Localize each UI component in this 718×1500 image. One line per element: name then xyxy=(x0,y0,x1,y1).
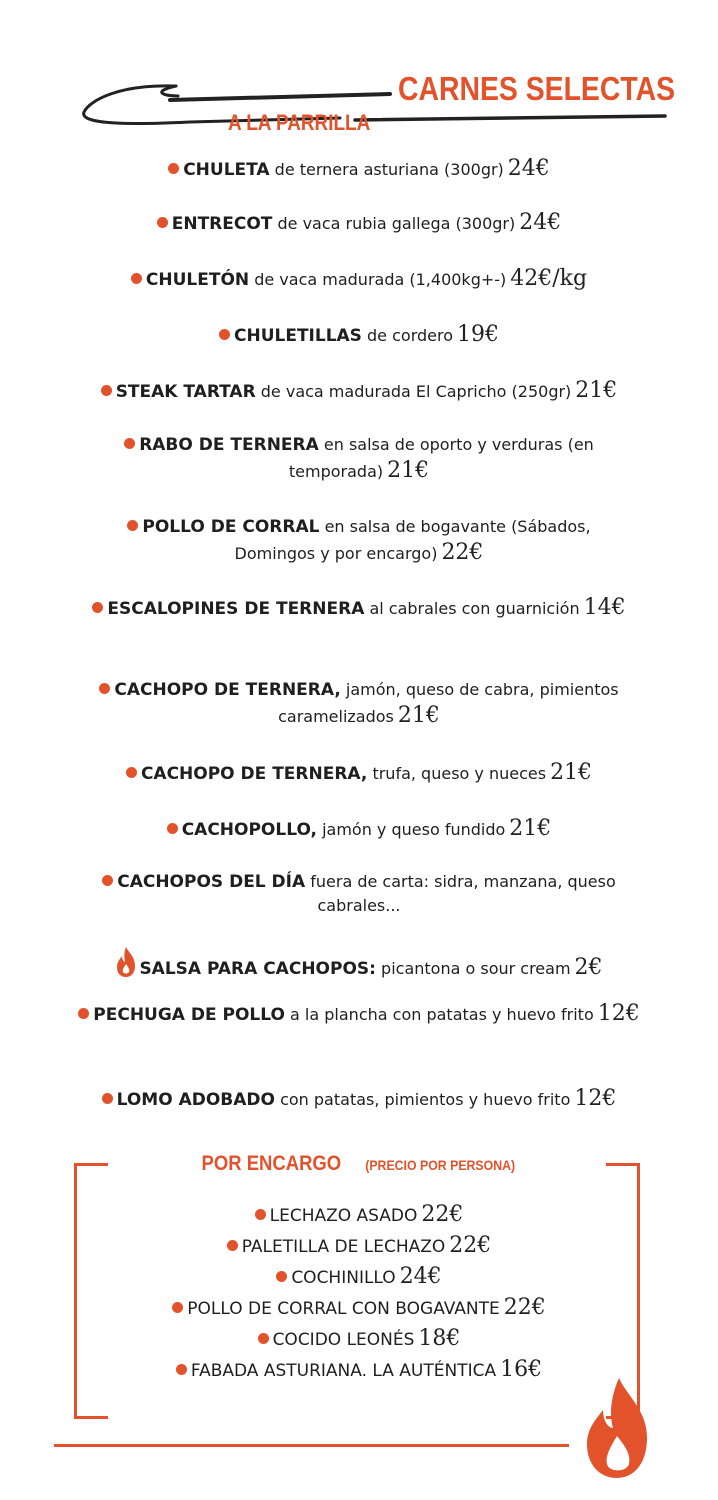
bullet-icon xyxy=(176,1364,187,1375)
bullet-icon xyxy=(168,163,179,174)
encargo-item: LECHAZO ASADO 22€ xyxy=(0,1200,718,1231)
menu-item: CACHOPO DE TERNERA, trufa, queso y nueces 21€ xyxy=(60,760,658,787)
bullet-icon xyxy=(102,1093,113,1104)
menu-item: STEAK TARTAR de vaca madurada El Capricho (250gr) 21€ xyxy=(40,378,678,405)
menu-item: ENTRECOT de vaca rubia gallega (300gr) 24€ xyxy=(60,210,658,237)
menu-title: CARNES SELECTAS xyxy=(398,70,676,107)
bullet-icon xyxy=(124,438,135,449)
bullet-icon xyxy=(157,217,168,228)
encargo-note: (PRECIO POR PERSONA) xyxy=(365,1157,516,1173)
bullet-icon xyxy=(92,602,103,613)
bullet-icon xyxy=(127,520,138,531)
bullet-icon xyxy=(219,329,230,340)
menu-subtitle: A LA PARRILLA xyxy=(228,110,371,135)
menu-item: CACHOPOS DEL DÍA fuera de carta: sidra, manzana, queso cabrales... xyxy=(80,870,638,918)
encargo-item: COCIDO LEONÉS 18€ xyxy=(0,1324,718,1355)
menu-item: CHULETÓN de vaca madurada (1,400kg+-) 42€/kg xyxy=(60,266,658,293)
menu-item: CACHOPO DE TERNERA, jamón, queso de cabra, pimientos caramelizados 21€ xyxy=(76,677,642,730)
menu-item: POLLO DE CORRAL en salsa de bogavante (Sábados, Domingos y por encargo) 22€ xyxy=(100,514,618,567)
menu-item: CACHOPOLLO, jamón y queso fundido 21€ xyxy=(60,816,658,843)
menu-item: PECHUGA DE POLLO a la plancha con patatas y huevo frito 12€ xyxy=(76,1001,642,1028)
encargo-list xyxy=(0,1200,718,1386)
menu-item: SALSA PARA CACHOPOS: picantona o sour cream 2€ xyxy=(60,946,658,982)
bullet-icon xyxy=(255,1209,266,1220)
encargo-item: COCHINILLO 24€ xyxy=(0,1262,718,1293)
encargo-title: POR ENCARGO (PRECIO POR PERSONA) xyxy=(201,1152,516,1175)
bullet-icon xyxy=(101,385,112,396)
encargo-item: POLLO DE CORRAL CON BOGAVANTE 22€ xyxy=(0,1293,718,1324)
bottom-divider xyxy=(54,1444,569,1447)
bullet-icon xyxy=(102,875,113,886)
flame-icon xyxy=(115,946,137,978)
menu-item: LOMO ADOBADO con patatas, pimientos y huevo frito 12€ xyxy=(40,1086,678,1113)
bullet-icon xyxy=(276,1271,287,1282)
bullet-icon xyxy=(126,767,137,778)
bullet-icon xyxy=(227,1240,238,1251)
bullet-icon xyxy=(78,1008,89,1019)
bullet-icon xyxy=(99,683,110,694)
bullet-icon xyxy=(167,823,178,834)
bullet-icon xyxy=(258,1333,269,1344)
menu-item: ESCALOPINES DE TERNERA al cabrales con guarnición 14€ xyxy=(90,595,628,622)
bullet-icon xyxy=(131,273,142,284)
menu-item: CHULETILLAS de cordero 19€ xyxy=(60,322,658,349)
bullet-icon xyxy=(172,1302,183,1313)
encargo-item: FABADA ASTURIANA. LA AUTÉNTICA 16€ xyxy=(0,1355,718,1386)
menu-item: CHULETA de ternera asturiana (300gr) 24€ xyxy=(60,156,658,183)
menu-item: RABO DE TERNERA en salsa de oporto y verduras (en temporada) 21€ xyxy=(100,432,618,485)
encargo-item: PALETILLA DE LECHAZO 22€ xyxy=(0,1231,718,1262)
flame-icon xyxy=(585,1376,649,1480)
